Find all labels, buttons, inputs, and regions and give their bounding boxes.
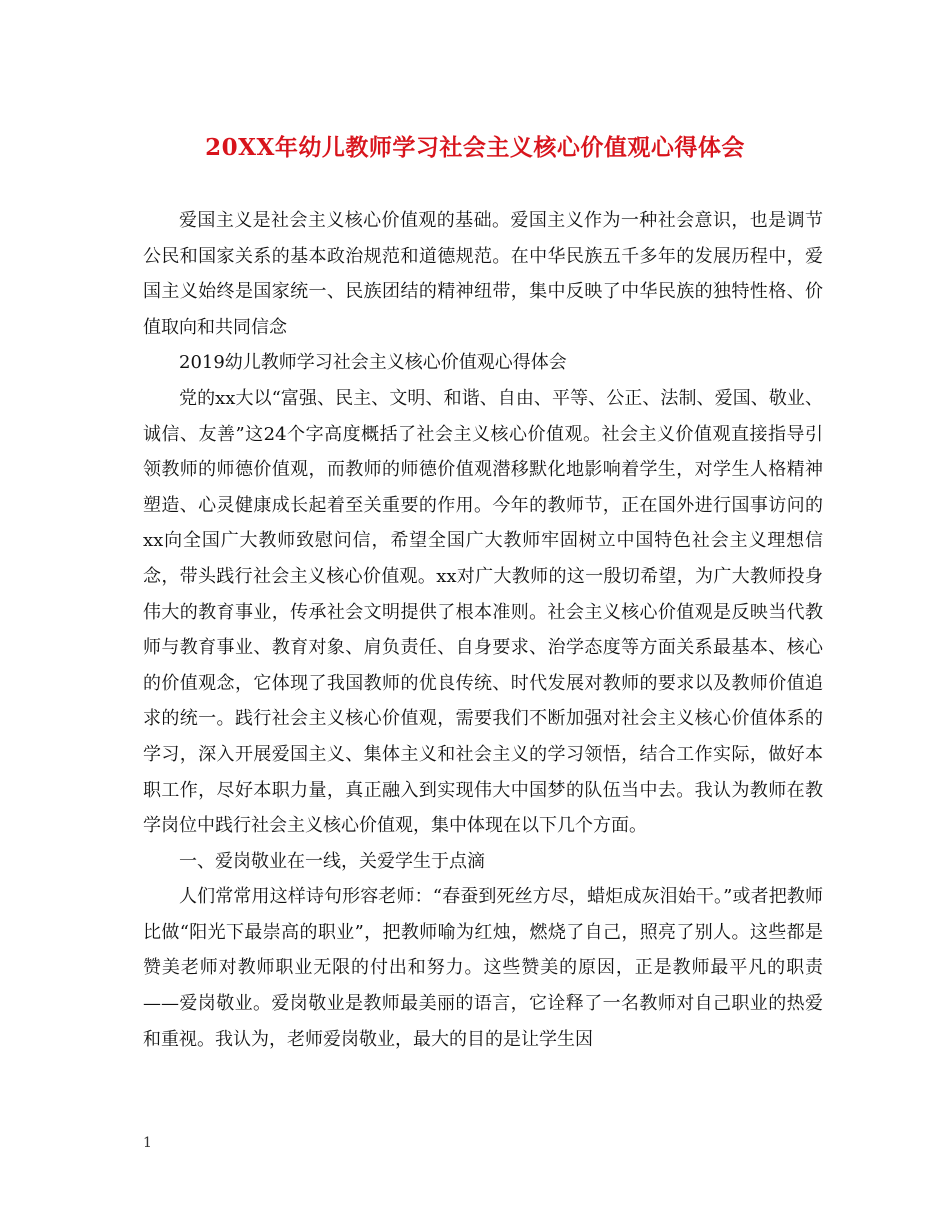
document-body — [143, 203, 823, 1057]
document-title: 20XX年幼儿教师学习社会主义核心价值观心得体会 — [205, 134, 745, 161]
paragraph-patriotism: 爱国主义是社会主义核心价值观的基础。爱国主义作为一种社会意识，也是调节公民和国家关系的基本政治规范和道德规范。在中华民族五千多年的发展历程中，爱国主义始终是国家统一、民族团结的精神纽带，集中反映了中华民族的独特性格、价值取向和共同信念 — [143, 210, 823, 338]
page-number: 1 — [143, 1135, 152, 1151]
paragraph-subtitle: 2019幼儿教师学习社会主义核心价值观心得体会 — [179, 352, 567, 374]
section-heading-1: 一、爱岗敬业在一线，关爱学生于点滴 — [179, 850, 485, 872]
paragraph-dedication: 人们常常用这样诗句形容老师：“春蚕到死丝方尽，蜡炬成灰泪始干。”或者把教师比做“阳光下最崇高的职业”，把教师喻为红烛，燃烧了自己，照亮了别人。这些都是赞美老师对教师职业无限的付出和努力。这些赞美的原因，正是教师最平凡的职责——爱岗敬业。爱岗敬业是教师最美丽的语言，它诠释了一名教师对自己职业的热爱和重视。我认为，老师爱岗敬业，最大的目的是让学生因 — [143, 886, 823, 1050]
paragraph-core-values: 党的xx大以“富强、民主、文明、和谐、自由、平等、公正、法制、爱国、敬业、诚信、友善”这24个字高度概括了社会主义核心价值观。社会主义价值观直接指导引领教师的师德价值观，而教师的师德价值观潜移默化地影响着学生，对学生人格精神塑造、心灵健康成长起着至关重要的作用。今年的教师节，正在国外进行国事访问的xx向全国广大教师致慰问信，希望全国广大教师牢固树立中国特色社会主义理想信念，带头践行社会主义核心价值观。xx对广大教师的这一殷切希望，为广大教师投身伟大的教育事业，传承社会文明提供了根本准则。社会主义核心价值观是反映当代教师与教育事业、教育对象、肩负责任、自身要求、治学态度等方面关系最基本、核心的价值观念，它体现了我国教师的优良传统、时代发展对教师的要求以及教师价值追求的统一。践行社会主义核心价值观，需要我们不断加强对社会主义核心价值体系的学习，深入开展爱国主义、集体主义和社会主义的学习领悟，结合工作实际，做好本职工作，尽好本职力量，真正融入到实现伟大中国梦的队伍当中去。我认为教师在教学岗位中践行社会主义核心价值观，集中体现在以下几个方面。 — [143, 387, 823, 837]
